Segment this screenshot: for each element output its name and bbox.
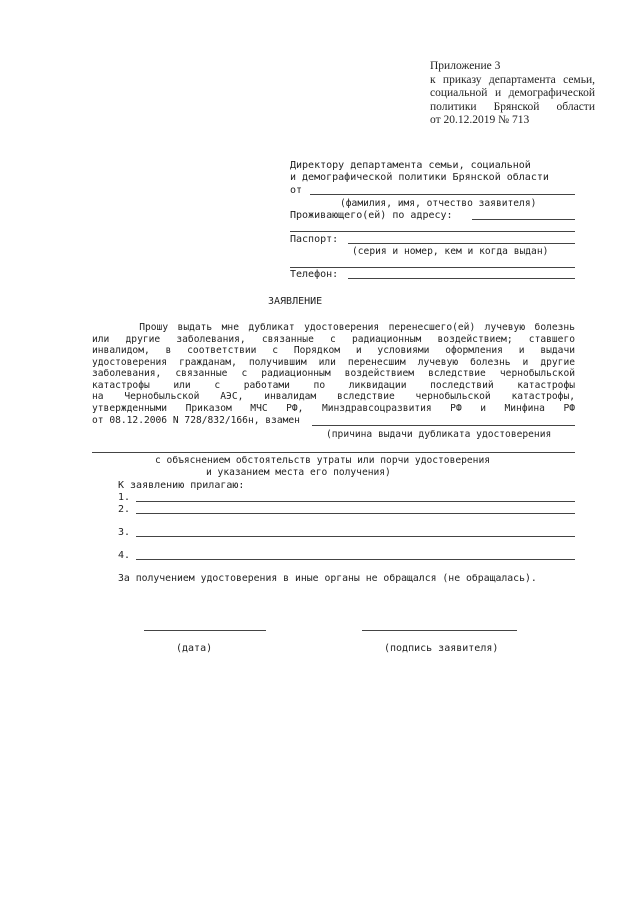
appendix-department-line: социальной и демографической: [430, 87, 595, 99]
passport-label: Паспорт:: [290, 234, 339, 245]
body-row: утвержденными Приказом МЧС РФ, Минздравсоцразвития РФ и Минфина РФ: [92, 402, 575, 414]
address-field-line-2[interactable]: [290, 231, 575, 232]
body-row: удостоверения гражданам, получившим или перенесшим лучевую болезнь и другие: [92, 356, 575, 368]
phone-label: Телефон:: [290, 269, 339, 280]
attachment-number-4: 4.: [118, 550, 131, 561]
appendix-order-line: к приказу департамента семьи,: [430, 73, 595, 86]
passport-caption: (серия и номер, кем и когда выдан): [352, 246, 549, 257]
body-row: заболевания, связанные с радиационным воздействием вследствие чернобыльской: [92, 368, 575, 379]
passport-field-line[interactable]: [348, 243, 575, 244]
body-row: катастрофы или с работами по ликвидации последствий катастрофы: [92, 379, 575, 391]
passport-field-line-2[interactable]: [290, 267, 575, 268]
addressee-line-2: и демографической политики Брянской области: [290, 172, 549, 183]
body-row: инвалидом, в соответствии с Порядком и условиями оформления и выдачи: [92, 345, 575, 356]
reason-caption: (причина выдачи дубликата удостоверения: [326, 429, 552, 440]
document-title: ЗАЯВЛЕНИЕ: [268, 296, 323, 307]
signature-caption: (подпись заявителя): [384, 643, 499, 654]
phone-field-line[interactable]: [348, 278, 575, 279]
body-row: Прошу выдать мне дубликат удостоверения перенесшего(ей) лучевую болезнь: [92, 322, 575, 333]
appendix-date-line: от 20.12.2019 № 713: [430, 114, 530, 126]
signature-field-line[interactable]: [362, 630, 517, 631]
appendix-block: [430, 60, 595, 128]
attachment-number-1: 1.: [118, 492, 131, 503]
explanation-field-line[interactable]: [92, 452, 575, 453]
attachment-field-line-3[interactable]: [136, 536, 575, 537]
body-row: или другие заболевания, связанные с радиационным воздействием; ставшего: [92, 333, 575, 345]
appendix-number: Приложение 3: [430, 60, 501, 72]
body-row: на Чернобыльской АЭС, инвалидам вследствие чернобыльской катастрофы,: [92, 391, 575, 402]
body-paragraph: [92, 322, 575, 414]
appendix-region-line: политики Брянской области: [430, 100, 595, 113]
explanation-caption-1: с объяснением обстоятельств утраты или порчи удостоверения: [155, 455, 491, 466]
attachment-field-line-1[interactable]: [136, 501, 575, 502]
address-field-line-1[interactable]: [472, 219, 575, 220]
addressee-line-1: Директору департамента семьи, социальной: [290, 160, 531, 171]
declaration-text: За получением удостоверения в иные органы не обращался (не обращалась).: [118, 573, 537, 584]
fio-field-line[interactable]: [310, 194, 575, 195]
reason-field-line[interactable]: [312, 425, 575, 426]
date-caption: (дата): [176, 643, 213, 654]
fio-caption: (фамилия, имя, отчество заявителя): [340, 198, 537, 209]
attachments-label: К заявлению прилагаю:: [118, 480, 245, 491]
from-label: от: [290, 185, 303, 196]
attachment-number-2: 2.: [118, 504, 131, 515]
date-field-line[interactable]: [144, 630, 266, 631]
explanation-caption-2: и указанием места его получения): [206, 467, 391, 478]
address-label: Проживающего(ей) по адресу:: [290, 210, 453, 221]
attachment-field-line-2[interactable]: [136, 513, 575, 514]
body-last-row: от 08.12.2006 N 728/832/166н, взамен: [92, 415, 300, 426]
attachment-field-line-4[interactable]: [136, 559, 575, 560]
attachment-number-3: 3.: [118, 527, 131, 538]
